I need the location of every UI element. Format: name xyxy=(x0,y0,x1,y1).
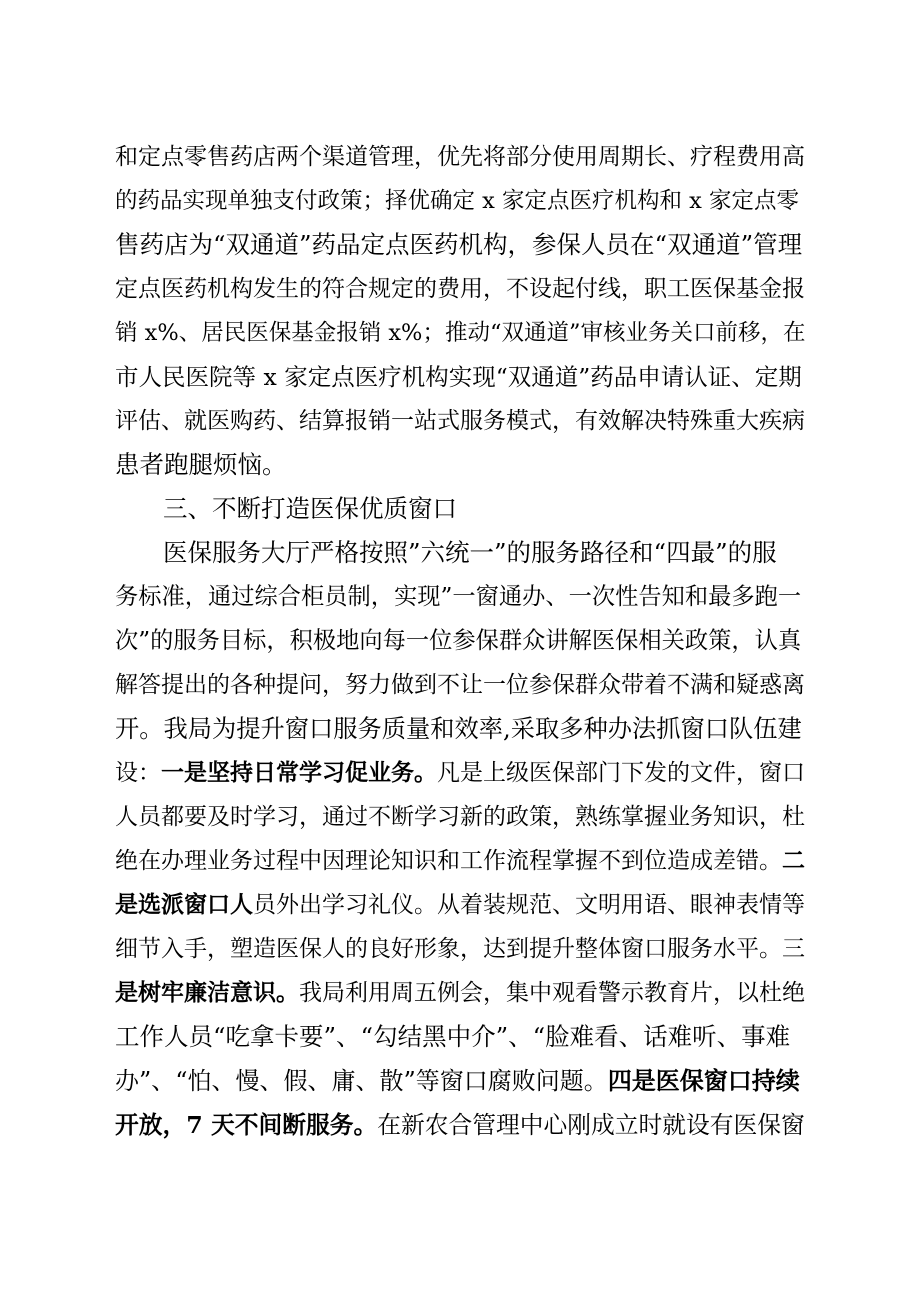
heading-text: 三、不断打造医保优质窗口 xyxy=(163,494,457,523)
text-run: 设： xyxy=(115,760,161,786)
text-run: 员外出学习礼仪。从着装规范、文明用语、眼神表情等 xyxy=(253,892,805,918)
text-line xyxy=(115,924,805,974)
text-run: 评估、就医购药、结算报销一站式服务模式，有效解决特殊重大疾病 xyxy=(115,408,805,434)
text-line xyxy=(115,352,805,402)
text-line xyxy=(115,836,805,886)
text-line xyxy=(115,880,805,930)
text-line xyxy=(115,396,805,446)
text-run: 凡是上级医保部门下发的文件，窗口 xyxy=(437,760,805,786)
text-line xyxy=(115,440,805,490)
text-line xyxy=(115,1012,805,1062)
text-line xyxy=(115,792,805,842)
text-run: 开。我局为提升窗口服务质量和效率,采取多种办法抓窗口队伍建 xyxy=(115,714,802,743)
text-run: 工作人员“吃拿卡要”、“勾结黑中介”、“脸难看、话难听、事难 xyxy=(115,1022,791,1051)
text-run: 绝在办理业务过程中因理论知识和工作流程掌握不到位造成差错。 xyxy=(115,848,782,874)
text-line xyxy=(115,264,805,314)
bold-text-run: 四是医保窗口持续 xyxy=(607,1066,800,1095)
text-run: 患者跑腿烦恼。 xyxy=(115,450,287,479)
text-line xyxy=(115,616,805,666)
bold-text-run: 二 xyxy=(782,847,805,874)
text-line xyxy=(115,1100,805,1150)
text-run: 定点医药机构发生的符合规定的费用，不设起付线，职工医保基金报 xyxy=(115,276,805,302)
text-line xyxy=(115,968,805,1018)
text-line xyxy=(115,748,805,798)
text-run: 务标准，通过综合柜员制，实现”一窗通办、一次性告知和最多跑一 xyxy=(115,583,802,610)
text-run: 销 x%、居民医保基金报销 x%；推动“双通道”审核业务关口前移，在 xyxy=(115,320,805,346)
text-run: 市人民医院等 x 家定点医疗机构实现“双通道”药品申请认证、定期 xyxy=(115,363,802,391)
text-run: 解答提出的各种提问，努力做到不让一位参保群众带着不满和疑惑离 xyxy=(115,672,805,698)
text-line xyxy=(115,660,805,710)
text-line xyxy=(115,220,805,270)
text-run: 医保服务大厅严格按照”六统一”的服务路径和“四最”的服 xyxy=(163,538,777,567)
text-line xyxy=(115,308,805,358)
bold-text-run: 是树牢廉洁意识。 xyxy=(115,979,299,1006)
bold-text-run: 是选派窗口人 xyxy=(115,891,253,918)
text-line xyxy=(115,1056,805,1106)
text-run: 在新农合管理中心刚成立时就设有医保窗 xyxy=(377,1111,805,1139)
section-heading xyxy=(163,484,805,534)
text-line xyxy=(115,132,805,182)
text-line xyxy=(115,176,805,226)
text-run: 人员都要及时学习，通过不断学习新的政策，熟练掌握业务知识，杜 xyxy=(115,804,805,830)
text-line xyxy=(115,572,805,622)
text-run: 的药品实现单独支付政策；择优确定 x 家定点医疗机构和 x 家定点零 xyxy=(115,188,799,214)
text-line xyxy=(163,528,805,578)
text-run: 细节入手，塑造医保人的良好形象，达到提升整体窗口服务水平。三 xyxy=(115,936,805,962)
text-run: 办”、“怕、慢、假、庸、散”等窗口腐败问题。 xyxy=(115,1067,608,1095)
text-line xyxy=(115,704,805,754)
text-run: 我局利用周五例会，集中观看警示教育片，以杜绝 xyxy=(299,980,805,1006)
text-run: 次”的服务目标，积极地向每一位参保群众讲解医保相关政策，认真 xyxy=(115,627,802,654)
text-run: 和定点零售药店两个渠道管理，优先将部分使用周期长、疗程费用高 xyxy=(115,144,805,170)
bold-text-run: 开放，7 天不间断服务。 xyxy=(115,1111,378,1139)
bold-text-run: 一是坚持日常学习促业务。 xyxy=(161,759,437,786)
text-run: 售药店为“双通道”药品定点医药机构，参保人员在“双通道”管理 xyxy=(115,230,803,259)
